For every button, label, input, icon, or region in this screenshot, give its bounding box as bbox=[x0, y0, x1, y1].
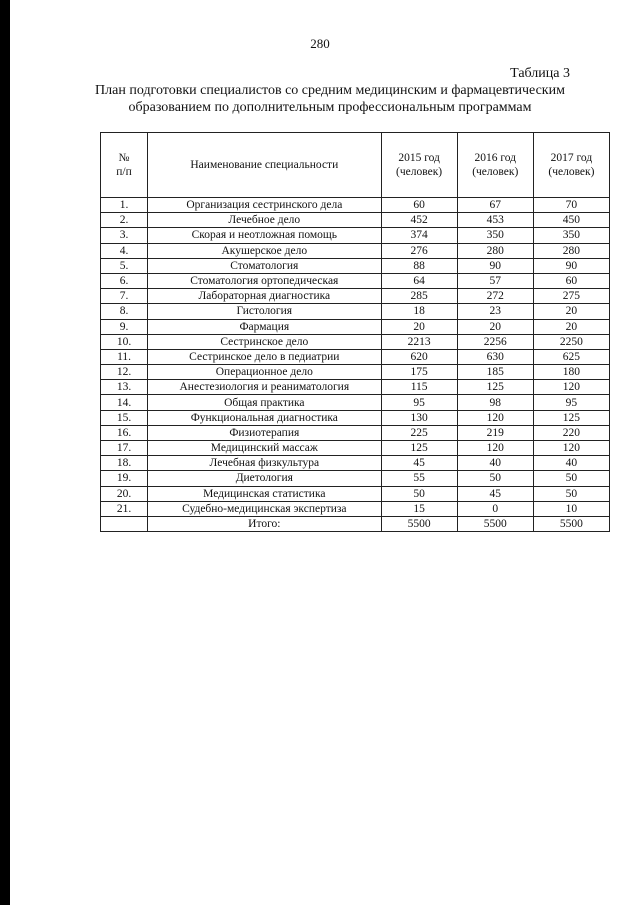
row-number: 17. bbox=[101, 441, 148, 456]
table-row bbox=[101, 243, 610, 258]
row-number: 12. bbox=[101, 365, 148, 380]
row-2017: 60 bbox=[533, 273, 609, 288]
row-2016: 98 bbox=[457, 395, 533, 410]
row-2017: 275 bbox=[533, 289, 609, 304]
table-row bbox=[101, 486, 610, 501]
row-2016: 120 bbox=[457, 441, 533, 456]
row-2015: 55 bbox=[381, 471, 457, 486]
row-2017: 450 bbox=[533, 213, 609, 228]
table-row bbox=[101, 456, 610, 471]
row-2017: 20 bbox=[533, 319, 609, 334]
training-plan-table bbox=[100, 132, 610, 532]
total-2016: 5500 bbox=[457, 516, 533, 531]
row-2017: 280 bbox=[533, 243, 609, 258]
row-number: 9. bbox=[101, 319, 148, 334]
row-number: 16. bbox=[101, 425, 148, 440]
row-2016: 350 bbox=[457, 228, 533, 243]
table-row bbox=[101, 380, 610, 395]
total-row bbox=[101, 516, 610, 531]
row-2016: 45 bbox=[457, 486, 533, 501]
row-specialty: Операционное дело bbox=[148, 365, 381, 380]
row-number: 15. bbox=[101, 410, 148, 425]
row-2015: 130 bbox=[381, 410, 457, 425]
row-2017: 50 bbox=[533, 486, 609, 501]
row-number: 10. bbox=[101, 334, 148, 349]
row-number: 14. bbox=[101, 395, 148, 410]
row-2017: 10 bbox=[533, 501, 609, 516]
row-2016: 2256 bbox=[457, 334, 533, 349]
row-2016: 219 bbox=[457, 425, 533, 440]
table-row bbox=[101, 213, 610, 228]
table-row bbox=[101, 319, 610, 334]
row-2016: 23 bbox=[457, 304, 533, 319]
row-2015: 374 bbox=[381, 228, 457, 243]
row-2017: 350 bbox=[533, 228, 609, 243]
row-2015: 2213 bbox=[381, 334, 457, 349]
table-row bbox=[101, 441, 610, 456]
row-specialty: Фармация bbox=[148, 319, 381, 334]
row-number: 5. bbox=[101, 258, 148, 273]
row-2015: 620 bbox=[381, 349, 457, 364]
row-number: 20. bbox=[101, 486, 148, 501]
header-2016-year: 2016 год bbox=[474, 152, 517, 164]
row-2015: 276 bbox=[381, 243, 457, 258]
row-number: 18. bbox=[101, 456, 148, 471]
row-2017: 20 bbox=[533, 304, 609, 319]
header-number bbox=[101, 133, 148, 198]
row-number: 8. bbox=[101, 304, 148, 319]
row-specialty: Гистология bbox=[148, 304, 381, 319]
row-2017: 50 bbox=[533, 471, 609, 486]
row-2015: 45 bbox=[381, 456, 457, 471]
header-2016 bbox=[457, 133, 533, 198]
header-number-symbol: № bbox=[118, 152, 130, 164]
row-2015: 88 bbox=[381, 258, 457, 273]
header-2017-unit: (человек) bbox=[548, 166, 595, 178]
row-number: 7. bbox=[101, 289, 148, 304]
row-specialty: Лабораторная диагностика bbox=[148, 289, 381, 304]
document-title bbox=[60, 82, 600, 116]
title-line-2: образованием по дополнительным профессиональным программам bbox=[128, 100, 532, 115]
table-row bbox=[101, 334, 610, 349]
table-row bbox=[101, 198, 610, 213]
row-2017: 90 bbox=[533, 258, 609, 273]
row-2017: 125 bbox=[533, 410, 609, 425]
table-row bbox=[101, 410, 610, 425]
row-number: 13. bbox=[101, 380, 148, 395]
row-2015: 64 bbox=[381, 273, 457, 288]
row-specialty: Скорая и неотложная помощь bbox=[148, 228, 381, 243]
table-row bbox=[101, 471, 610, 486]
row-2016: 90 bbox=[457, 258, 533, 273]
row-2016: 453 bbox=[457, 213, 533, 228]
row-2016: 57 bbox=[457, 273, 533, 288]
row-2015: 50 bbox=[381, 486, 457, 501]
row-2016: 40 bbox=[457, 456, 533, 471]
row-2016: 630 bbox=[457, 349, 533, 364]
row-specialty: Сестринское дело в педиатрии bbox=[148, 349, 381, 364]
row-number: 19. bbox=[101, 471, 148, 486]
row-specialty: Организация сестринского дела bbox=[148, 198, 381, 213]
row-2016: 185 bbox=[457, 365, 533, 380]
row-2015: 15 bbox=[381, 501, 457, 516]
row-2015: 285 bbox=[381, 289, 457, 304]
row-specialty: Лечебная физкультура bbox=[148, 456, 381, 471]
row-number: 1. bbox=[101, 198, 148, 213]
row-2017: 2250 bbox=[533, 334, 609, 349]
row-specialty: Медицинский массаж bbox=[148, 441, 381, 456]
row-2016: 20 bbox=[457, 319, 533, 334]
row-specialty: Диетология bbox=[148, 471, 381, 486]
header-specialty: Наименование специальности bbox=[148, 133, 381, 198]
row-2015: 125 bbox=[381, 441, 457, 456]
row-specialty: Медицинская статистика bbox=[148, 486, 381, 501]
scan-edge-bar bbox=[0, 0, 10, 905]
table-row bbox=[101, 349, 610, 364]
row-specialty: Общая практика bbox=[148, 395, 381, 410]
row-2017: 120 bbox=[533, 380, 609, 395]
row-2016: 67 bbox=[457, 198, 533, 213]
row-2017: 120 bbox=[533, 441, 609, 456]
header-2015-year: 2015 год bbox=[398, 152, 440, 164]
row-number: 3. bbox=[101, 228, 148, 243]
row-number: 4. bbox=[101, 243, 148, 258]
row-2016: 125 bbox=[457, 380, 533, 395]
table-body bbox=[101, 198, 610, 532]
table-row bbox=[101, 304, 610, 319]
table-label: Таблица 3 bbox=[510, 66, 570, 81]
row-specialty: Стоматология bbox=[148, 258, 381, 273]
row-2017: 220 bbox=[533, 425, 609, 440]
title-line-1: План подготовки специалистов со средним медицинским и фармацевтическим bbox=[95, 83, 565, 98]
table-row bbox=[101, 395, 610, 410]
row-specialty: Лечебное дело bbox=[148, 213, 381, 228]
row-specialty: Стоматология ортопедическая bbox=[148, 273, 381, 288]
row-2015: 18 bbox=[381, 304, 457, 319]
header-2015 bbox=[381, 133, 457, 198]
header-2017 bbox=[533, 133, 609, 198]
table-row bbox=[101, 273, 610, 288]
row-specialty: Сестринское дело bbox=[148, 334, 381, 349]
header-2017-year: 2017 год bbox=[550, 152, 593, 164]
row-2016: 50 bbox=[457, 471, 533, 486]
row-2016: 0 bbox=[457, 501, 533, 516]
row-2015: 225 bbox=[381, 425, 457, 440]
row-2017: 40 bbox=[533, 456, 609, 471]
row-2017: 625 bbox=[533, 349, 609, 364]
table-row bbox=[101, 425, 610, 440]
row-2015: 95 bbox=[381, 395, 457, 410]
row-2015: 20 bbox=[381, 319, 457, 334]
row-2017: 70 bbox=[533, 198, 609, 213]
total-number-empty bbox=[101, 516, 148, 531]
row-number: 21. bbox=[101, 501, 148, 516]
row-2017: 180 bbox=[533, 365, 609, 380]
table-row bbox=[101, 228, 610, 243]
row-2016: 272 bbox=[457, 289, 533, 304]
total-2017: 5500 bbox=[533, 516, 609, 531]
row-specialty: Функциональная диагностика bbox=[148, 410, 381, 425]
table-row bbox=[101, 365, 610, 380]
row-specialty: Акушерское дело bbox=[148, 243, 381, 258]
row-number: 2. bbox=[101, 213, 148, 228]
row-2017: 95 bbox=[533, 395, 609, 410]
row-2016: 120 bbox=[457, 410, 533, 425]
header-2015-unit: (человек) bbox=[396, 166, 443, 178]
row-number: 6. bbox=[101, 273, 148, 288]
row-2015: 175 bbox=[381, 365, 457, 380]
table-header-row bbox=[101, 133, 610, 198]
row-2015: 60 bbox=[381, 198, 457, 213]
row-2016: 280 bbox=[457, 243, 533, 258]
table-row bbox=[101, 289, 610, 304]
page-number: 280 bbox=[310, 36, 330, 51]
header-number-abbr: п/п bbox=[116, 166, 132, 178]
total-2015: 5500 bbox=[381, 516, 457, 531]
row-specialty: Судебно-медицинская экспертиза bbox=[148, 501, 381, 516]
row-specialty: Анестезиология и реаниматология bbox=[148, 380, 381, 395]
row-number: 11. bbox=[101, 349, 148, 364]
row-specialty: Физиотерапия bbox=[148, 425, 381, 440]
row-2015: 452 bbox=[381, 213, 457, 228]
table-row bbox=[101, 258, 610, 273]
row-2015: 115 bbox=[381, 380, 457, 395]
table-row bbox=[101, 501, 610, 516]
total-label: Итого: bbox=[148, 516, 381, 531]
header-2016-unit: (человек) bbox=[472, 166, 519, 178]
